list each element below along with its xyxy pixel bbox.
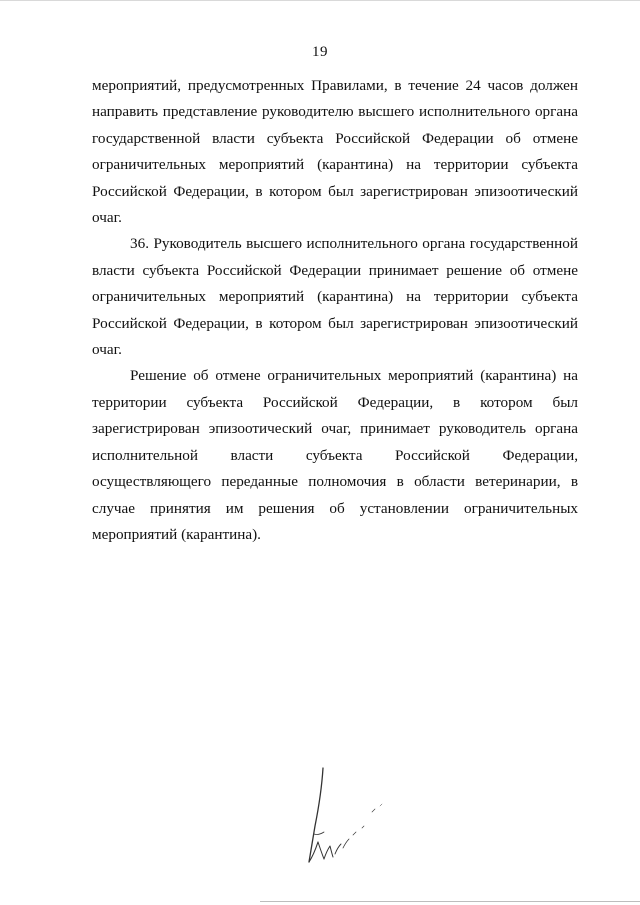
paragraph-decision: Решение об отмене ограничительных мероприятий (карантина) на территории субъекта Российской Федерации, в котором был зарегистрирован эпизоотический очаг, принимает руководитель органа исполнительной власти субъекта Российской Федерации, осуществляющего переданные полномочия в области ветеринарии, в случае принятия им решения об установлении ограничительных мероприятий (карантина). <box>92 367 578 543</box>
paragraph-continuation: мероприятий, предусмотренных Правилами, в течение 24 часов должен направить представление руководителю высшего исполнительного органа государственной власти субъекта Российской Федерации об отмене ограничительных мероприятий (карантина) на территории субъекта Российской Федерации, в котором был зарегистрирован эпизоотический очаг. <box>92 77 578 227</box>
document-body <box>92 73 578 548</box>
scan-edge-top <box>0 0 640 1</box>
paragraph-item-36: 36. Руководитель высшего исполнительного органа государственной власти субъекта Российской Федерации принимает решение об отмене ограничительных мероприятий (карантина) на территории субъекта Российской Федерации, в котором был зарегистрирован эпизоотический очаг. <box>92 235 578 359</box>
scan-edge-bottom <box>260 901 640 902</box>
handwritten-signature-icon <box>302 764 412 874</box>
page-number: 19 <box>312 44 328 60</box>
